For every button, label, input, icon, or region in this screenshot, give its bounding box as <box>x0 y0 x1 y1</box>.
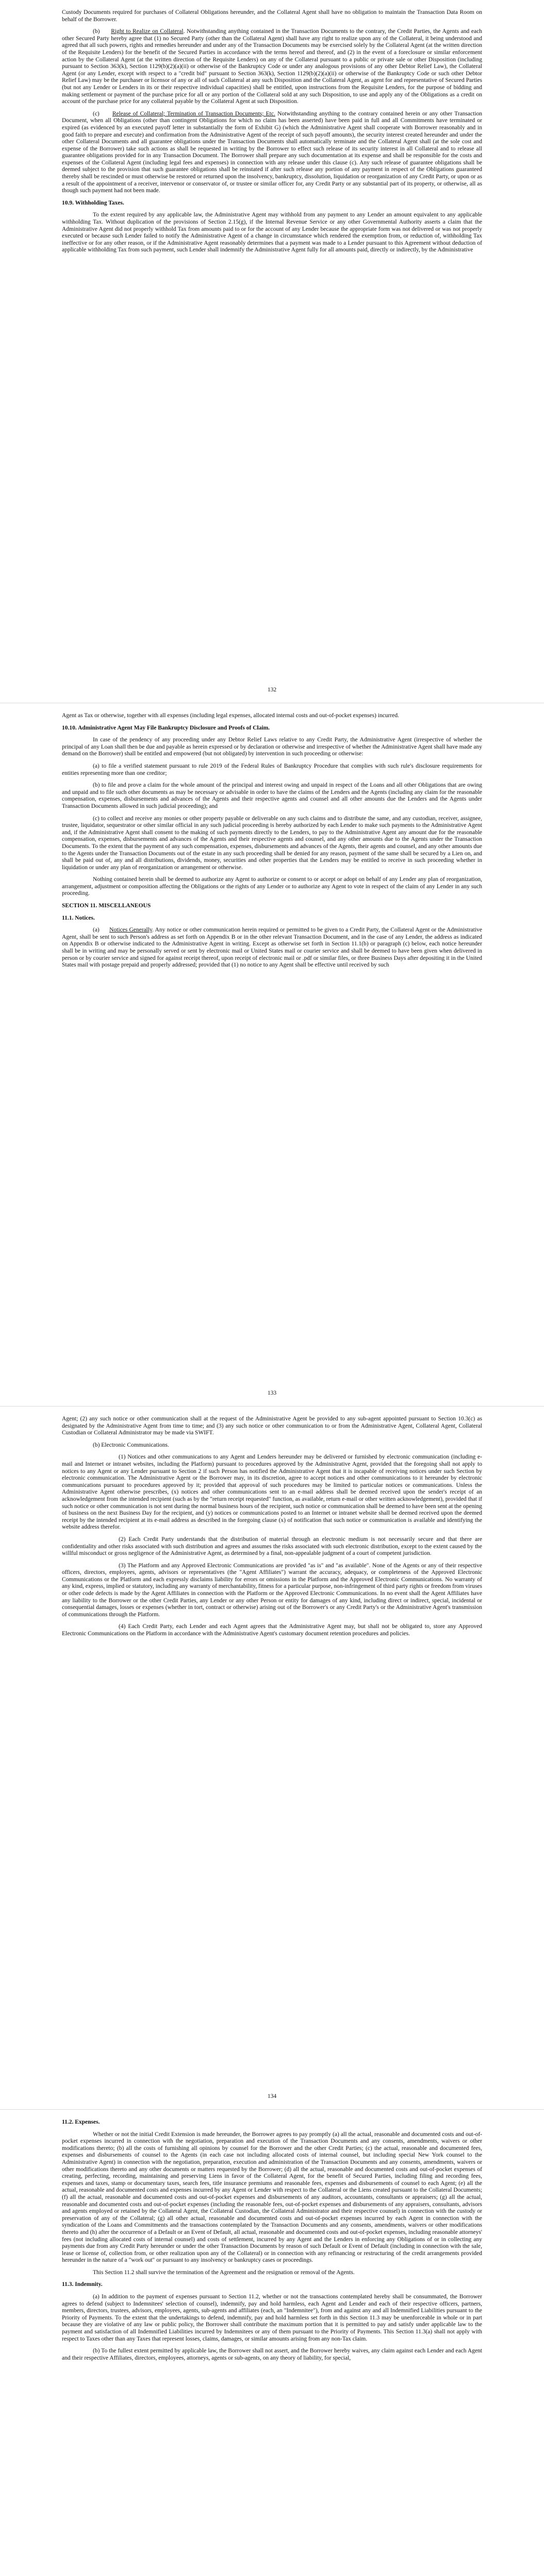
survival-paragraph: This Section 11.2 shall survive the termination of the Agreement and the resignation or removal of the Agents. <box>93 2269 355 2276</box>
page-body <box>62 713 482 974</box>
paragraph-lead: Custody Documents required for purchases of Collateral Obligations hereunder, and the Collateral Agent shall have no obligation to maintain the Transaction Data Room on behalf of the Borrower. <box>62 9 482 23</box>
page-body <box>62 1416 482 1643</box>
page-134 <box>0 1406 544 2110</box>
section-text: Whether or not the initial Credit Extension is made hereunder, the Borrower agrees to pay promptly (a) all the actual, reasonable and documented costs and out-of-pocket expenses incurred in connection with the negotiation, preparation and execution of the Transaction Documents and any consents, amendments, waivers or other modifications thereto; (b) all the costs of furnishing all opinions by counsel for the Borrower and the other Credit Parties; (c) the actual, reasonable and documented fees, expenses and disbursements of counsel to the Agents (in each case not including allocated costs of internal counsel, but including special New York counsel to the Administrative Agent) in connection with the negotiation, preparation, execution and administration of the Transaction Documents and any consents, amendments, waivers or other modifications thereto and any other documents or matters requested by the Borrower; (d) all the actual, reasonable and documented costs and out-of-pocket expenses of creating, perfecting, recording, maintaining and preserving Liens in favor of the Collateral Agent, for the benefit of Secured Parties, including filing and recording fees, expenses and taxes, stamp or documentary taxes, search fees, title insurance premiums and reasonable fees, expenses and disbursements of counsel to each Agent; (e) all the actual, reasonable and documented costs and expenses incurred by any Agent or Lender with respect to the Collateral or the Liens created pursuant to the Collateral Documents; (f) all the actual, reasonable and documented costs and out-of-pocket expenses and disbursements of any auditors, accountants, consultants or appraisers; (g) all the actual, reasonable and documented costs and out-of-pocket expenses (including the reasonable fees, out-of-pocket expenses and disbursements of any appraisers, consultants, advisors and agents employed or retained by the Collateral Agent, the Collateral Custodian, the Collateral Administrator and their respective counsel) in connection with the custody or preservation of any of the Collateral; (g) all other actual, reasonable and documented costs and out-of-pocket expenses incurred by each Agent in connection with the syndication of the Loans and Commitments and the transactions contemplated by the Transaction Documents and any consents, amendments, waivers or other modifications thereto and (h) after the occurrence of a Default or an Event of Default, all actual, reasonable and documented costs and out-of-pocket expenses, including reasonable attorneys' fees (not including allocated costs of internal counsel) and costs of settlement, incurred by any Agent and the Lenders in enforcing any Obligations of or in collecting any payments due from any Credit Party hereunder or under the other Transaction Documents by reason of such Default or Event of Default (including in connection with the sale, lease or license of, collection from, or other realization upon any of the Collateral) or in connection with any refinancing or restructuring of the credit arrangements provided hereunder in the nature of a "work out" or pursuant to any insolvency or bankruptcy cases or proceedings. <box>62 2131 482 2264</box>
page-number: 133 <box>267 1390 277 1396</box>
subsection-heading: 11.1. Notices. <box>62 914 95 921</box>
clause-a: (a) to file a verified statement pursuant to rule 2019 of the Federal Rules of Bankruptcy Procedure that complies with such rule's disclosure requirements for entities representing more than one creditor; <box>62 762 482 776</box>
page-body <box>62 2119 482 2367</box>
section-heading: 10.9. Withholding Taxes. <box>62 199 124 206</box>
paragraph-lead: Agent; (2) any such notice or other communication shall at the request of the Administrative Agent be provided to any sub-agent appointed pursuant to Section 10.3(c) as designated by the Administrative Agent from time to time; and (3) any such notice or other communication to or from the Administrative Agent, Collateral Agent, Collateral Custodian or Collateral Administrator may be made via SWIFT. <box>62 1416 482 1436</box>
clause-b: (b) to file and prove a claim for the whole amount of the principal and interest owing and unpaid in respect of the Loans and all other Obligations that are owing and unpaid and to file such other documents as may be necessary or advisable in order to have the claims of the Lenders and the Agents (including any claim for the reasonable compensation, expenses, disbursements and advances of the Agents and their respective agents and counsel and all other amounts due the Lenders and the Agents under Transaction Documents allowed in such judicial proceeding); and <box>62 782 482 809</box>
notices-generally: (a) Notices Generally. Any notice or other communication herein required or permitted to be given to a Credit Party, the Collateral Agent or the Administrative Agent, shall be sent to such Person's address as set forth on Appendix B or in the other relevant Transaction Document, and in the case of any Lender, the address as indicated on Appendix B or otherwise indicated to the Administrative Agent in writing. Except as otherwise set forth in Section 11.1(b) or paragraph (c) below, each notice hereunder shall be in writing and may be personally served or sent by electronic mail or United States mail or courier service and shall be deemed to have been given when delivered in person or by courier service and signed for against receipt thereof, upon receipt of electronic mail or .pdf or similar files, or three Business Days after depositing it in the United States mail with postage prepaid and properly addressed; provided that (1) no notice to any Agent shall be effective until received by such <box>62 927 482 969</box>
page-133 <box>0 703 544 1406</box>
indemnity-a: (a) In addition to the payment of expenses pursuant to Section 11.2, whether or not the transactions contemplated hereby shall be consummated, the Borrower agrees to defend (subject to Indemnitees' selection of counsel), indemnify, pay and hold harmless, each Agent and Lender and each of their respective officers, partners, members, directors, trustees, advisors, employees, agents, sub-agents and affiliates (each, an "Indemnitee"), from and against any and all Indemnified Liabilities pursuant to the Priority of Payments. To the extent that the undertakings to defend, indemnify, pay and hold harmless set forth in this Section 11.3 may be unenforceable in whole or in part because they are violative of any law or public policy, the Borrower shall contribute the maximum portion that it is permitted to pay and satisfy under applicable law to the payment and satisfaction of all Indemnified Liabilities incurred by Indemnitees or any of them pursuant to the Priority of Payments. This Section 11.3(a) shall not apply with respect to Taxes other than any Taxes that represent losses, claims, damages, or similar amounts arising from any non-Tax claim. <box>62 2294 482 2342</box>
page-number: 132 <box>267 687 277 693</box>
clause-c-text: Notwithstanding anything to the contrary contained herein or any other Transaction Document, when all Obligations (other than contingent Obligations for which no claim has been asserted) have been paid in full and all Commitments have terminated or expired (as evidenced by an executed payoff letter in substantially the form of Exhibit G) (which the Administrative Agent shall cooperate with Borrower reasonably and in good faith to prepare and execute) and confirmation from the Administrative Agent of the receipt of such payoff amounts), the security interest created hereunder and under the other Collateral Documents and all guarantee obligations under the Transaction Documents shall automatically terminate and the Collateral Agent shall (at the sole cost and expense of the Borrower) take such actions as shall be requested in writing by the Borrower to effect such release of its security interest in all Collateral and to release all guarantee obligations provided for in any Transaction Document. The Borrower shall prepare any such documentation at its expense and shall be responsible for the costs and expenses of the Collateral Agent (including legal fees and expenses) in connection with any release under this clause (c). Any such release of guarantee obligations shall be deemed subject to the provision that such guarantee obligations shall be reinstated if after such release any portion of any payment in respect of the Obligations guaranteed thereby shall be rescinded or must otherwise be restored or returned upon the insolvency, bankruptcy, dissolution, liquidation or reorganization of any Credit Party, or upon or as a result of the appointment of a receiver, intervenor or conservator of, or trustee or similar officer for, any Credit Party or any substantial part of its property, or otherwise, all as though such payment had not been made. <box>62 110 483 194</box>
page-number: 134 <box>267 2093 277 2099</box>
clause-b: (b) Right to Realize on Collateral. Notwithstanding anything contained in the Transaction Documents to the contrary, the Credit Parties, the Agents and each other Secured Party hereby agree that (1) no Secured Party (other than the Collateral Agent) shall have any right to realize upon any of the Collateral, it being understood and agreed that all such powers, rights and remedies hereunder and under any of the Transaction Documents may be exercised solely by the Collateral Agent (at the written direction of the Requisite Lenders) for the benefit of the Secured Parties in accordance with the terms hereof and thereof, and (2) in the event of a foreclosure or similar enforcement action by the Collateral Agent (at the written direction of the Requisite Lenders) on any of the Collateral pursuant to a public or private sale or other Disposition (including pursuant to Section 363(k), Section 1129(b)(2)(a)(ii) or otherwise of the Bankruptcy Code or under any analogous provisions of any other Debtor Relief Law), the Collateral Agent (or any Lender, except with respect to a "credit bid" pursuant to Section 363(k), Section 1129(b)(2)(a)(ii) or otherwise of the Bankruptcy Code or such other Debtor Relief Law) may be the purchaser or licensor of any or all of such Collateral at any such Disposition and the Collateral Agent, as agent for and representative of Secured Parties (but not any Lender or Lenders in its or their respective individual capacities) shall be entitled, upon instructions from the Requisite Lenders, for the purpose of bidding and making settlement or payment of the purchase price for all or any portion of the Collateral sold at any such Disposition, to use and apply any of the Obligations as a credit on account of the purchase price for any collateral payable by the Collateral Agent at such Disposition. <box>62 28 482 105</box>
closing-paragraph: Nothing contained herein shall be deemed to authorize any Agent to authorize or consent to or accept or adopt on behalf of any Lender any plan of reorganization, arrangement, adjustment or composition affecting the Obligations or the rights of any Lender or to authorize any Agent to vote in respect of the claim of any Lender in any such proceeding. <box>62 876 482 897</box>
section-heading: 11.2. Expenses. <box>62 2119 100 2125</box>
subsection-heading: (b) Electronic Communications. <box>93 1442 169 1448</box>
section-heading: 10.10. Administrative Agent May File Bankruptcy Disclosure and Proofs of Claim. <box>62 724 270 731</box>
paragraph-lead: Agent as Tax or otherwise, together with all expenses (including legal expenses, allocated internal costs and out-of-pocket expenses) incurred. <box>62 713 399 719</box>
notices-heading: Notices Generally <box>109 927 153 934</box>
clause-1: (1) Notices and other communications to any Agent and Lenders hereunder may be delivered or furnished by electronic communication (including e-mail and Internet or intranet websites, including the Platform) pursuant to procedures approved by the Administrative Agent, provided that the foregoing shall not apply to notices to any Agent or any Lender pursuant to Section 2 if such Person has notified the Administrative Agent that it is incapable of receiving notices under such Section by electronic communication. The Administrative Agent or the Borrower may, in its discretion, agree to accept notices and other communications to it hereunder by electronic communications pursuant to procedures approved by it; provided that approval of such procedures may be limited to particular notices or communications. Unless the Administrative Agent otherwise prescribes, (x) notices and other communications sent to an e-mail address shall be deemed received upon the sender's receipt of an acknowledgement from the intended recipient (such as by the "return receipt requested" function, as available, return e-mail or other written acknowledgement), provided that if such notice or other communication is not sent during the normal business hours of the recipient, such notice or communication shall be deemed to have been sent at the opening of business on the next Business Day for the recipient, and (y) notices or communications posted to an Internet or intranet website shall be deemed received upon the deemed receipt by the intended recipient at its e-mail address as described in the foregoing clause (x) of notification that such notice or communication is available and identifying the website address therefor. <box>62 1454 483 1531</box>
page-132 <box>0 0 544 703</box>
clause-c: (c) to collect and receive any monies or other property payable or deliverable on any such claims and to distribute the same, and any custodian, receiver, assignee, trustee, liquidator, sequestrator or other similar official in any such judicial proceeding is hereby authorized by each Lender to make such payments to the Administrative Agent and, if the Administrative Agent shall consent to the making of such payments directly to the Lenders, to pay to the Administrative Agent any amount due for the reasonable compensation, expenses, disbursements and advances of the Agents and their respective agents and counsel, and any other amounts due to the Agents under the Transaction Documents. To the extent that the payment of any such compensation, expenses, disbursements and advances of the Agents, their agents and counsel, and any other amounts due to the Agents under the Transaction Documents out of the estate in any such proceeding shall be denied for any reason, payment of the same shall be secured by a Lien on, and shall be paid out of, any and all distributions, dividends, money, securities and other properties that the Lenders may be entitled to receive in such proceeding whether in liquidation or under any plan of reorganization or arrangement or otherwise. <box>62 815 482 871</box>
page-135 <box>0 2110 544 2576</box>
clause-2: (2) Each Credit Party understands that the distribution of material through an electronic medium is not necessarily secure and that there are confidentiality and other risks associated with such distribution and agrees and assumes the risks associated with such electronic distribution, except to the extent caused by the willful misconduct or gross negligence of the Administrative Agent, as determined by a final, non-appealable judgment of a court of competent jurisdiction. <box>62 1536 482 1557</box>
clause-b-text: Notwithstanding anything contained in the Transaction Documents to the contrary, the Credit Parties, the Agents and each other Secured Party hereby agree that (1) no Secured Party (other than the Collateral Agent) shall have any right to realize upon any of the Collateral, it being understood and agreed that all such powers, rights and remedies hereunder and under any of the Transaction Documents may be exercised solely by the Collateral Agent (at the written direction of the Requisite Lenders) for the benefit of the Secured Parties in accordance with the terms hereof and thereof, and (2) in the event of a foreclosure or similar enforcement action by the Collateral Agent (at the written direction of the Requisite Lenders) on any of the Collateral pursuant to a public or private sale or other Disposition (including pursuant to Section 363(k), Section 1129(b)(2)(a)(ii) or otherwise of the Bankruptcy Code or under any analogous provisions of any other Debtor Relief Law), the Collateral Agent (or any Lender, except with respect to a "credit bid" pursuant to Section 363(k), Section 1129(b)(2)(a)(ii) or otherwise of the Bankruptcy Code or such other Debtor Relief Law) may be the purchaser or licensor of any or all of such Collateral at any such Disposition and the Collateral Agent, as agent for and representative of Secured Parties (but not any Lender or Lenders in its or their respective individual capacities) shall be entitled, upon instructions from the Requisite Lenders, for the purpose of bidding and making settlement or payment of the purchase price for all or any portion of the Collateral sold at any such Disposition, to use and apply any of the Obligations as a credit on account of the purchase price for any collateral payable by the Collateral Agent at such Disposition. <box>62 28 482 105</box>
notices-text: Any notice or other communication herein required or permitted to be given to a Credit Party, the Collateral Agent or the Administrative Agent, shall be sent to such Person's address as set forth on Appendix B or in the other relevant Transaction Document, and in the case of any Lender, the address as indicated on Appendix B or otherwise indicated to the Administrative Agent in writing. Except as otherwise set forth in Section 11.1(b) or paragraph (c) below, each notice hereunder shall be in writing and may be personally served or sent by electronic mail or United States mail or courier service and shall be deemed to have been given when delivered in person or by courier service and signed for against receipt thereof, upon receipt of electronic mail or .pdf or similar files, or three Business Days after depositing it in the United States mail with postage prepaid and properly addressed; provided that (1) no notice to any Agent shall be effective until received by such <box>62 927 482 969</box>
page-body <box>62 9 482 259</box>
indemnity-heading: 11.3. Indemnity. <box>62 2281 103 2288</box>
clause-b-heading: Right to Realize on Collateral <box>111 28 184 35</box>
clause-c: (c) Release of Collateral; Termination of Transaction Documents; Etc. Notwithstanding anything to the contrary contained herein or any other Transaction Document, when all Obligations (other than contingent Obligations for which no claim has been asserted) have been paid in full and all Commitments have terminated or expired (as evidenced by an executed payoff letter in substantially the form of Exhibit G) (which the Administrative Agent shall cooperate with Borrower reasonably and in good faith to prepare and execute) and confirmation from the Administrative Agent of the receipt of such payoff amounts), the security interest created hereunder and under the other Collateral Documents and all guarantee obligations under the Transaction Documents shall automatically terminate and the Collateral Agent shall (at the sole cost and expense of the Borrower) take such actions as shall be requested in writing by the Borrower to effect such release of its security interest in all Collateral and to release all guarantee obligations provided for in any Transaction Document. The Borrower shall prepare any such documentation at its expense and shall be responsible for the costs and expenses of the Collateral Agent (including legal fees and expenses) in connection with any release under this clause (c). Any such release of guarantee obligations shall be deemed subject to the provision that such guarantee obligations shall be reinstated if after such release any portion of any payment in respect of the Obligations guaranteed thereby shall be rescinded or must otherwise be restored or returned upon the insolvency, bankruptcy, dissolution, liquidation or reorganization of any Credit Party, or upon or as a result of the appointment of a receiver, intervenor or conservator of, or trustee or similar officer for, any Credit Party or any substantial part of its property, or otherwise, all as though such payment had not been made. <box>62 110 483 194</box>
clause-3: (3) The Platform and any Approved Electronic Communications are provided "as is" and "as available". None of the Agents or any of their respective officers, directors, employees, agents, advisors or representatives (the "Agent Affiliates") warrant the accuracy, adequacy, or completeness of the Approved Electronic Communications or the Platform and each expressly disclaims liability for errors or omissions in the Platform and the Approved Electronic Communications. No warranty of any kind, express, implied or statutory, including any warranty of merchantability, fitness for a particular purpose, non-infringement of third party rights or freedom from viruses or other code defects is made by the Agent Affiliates in connection with the Platform or the Approved Electronic Communications. In no event shall the Agent Affiliates have any liability to the Borrower or the other Credit Parties, any Lender or any other Person or entity for damages of any kind, including direct or indirect, special, incidental or consequential damages, losses or expenses (whether in tort, contract or otherwise) arising out of the Borrower's or any Credit Party's or the Administrative Agent's transmission of communications through the Platform. <box>62 1562 482 1618</box>
indemnity-b: (b) To the fullest extent permitted by applicable law, the Borrower shall not assert, and the Borrower hereby waives, any claim against each Lender and each Agent and their respective Affiliates, directors, employees, attorneys, agents or sub-agents, on any theory of liability, for special, <box>62 2348 482 2361</box>
clause-c-heading: Release of Collateral; Termination of Transaction Documents; Etc. <box>112 110 275 117</box>
section-text: To the extent required by any applicable law, the Administrative Agent may withhold from any payment to any Lender an amount equivalent to any applicable withholding Tax. Without duplication of the provisions of Section 2.15(g), if the Internal Revenue Service or any other Governmental Authority asserts a claim that the Administrative Agent did not properly withhold Tax from amounts paid to or for the account of any Lender because the appropriate form was not delivered or was not properly executed or because such Lender failed to notify the Administrative Agent of a change in circumstance which rendered the exemption from, or reduction of, withholding Tax ineffective or for any other reason, or if the Administrative Agent reasonably determines that a payment was made to a Lender pursuant to this Agreement without deduction of applicable withholding Tax from such payment, such Lender shall indemnify the Administrative Agent fully for all amounts paid, directly or indirectly, by the Administrative <box>62 212 482 253</box>
section-intro: In case of the pendency of any proceeding under any Debtor Relief Laws relative to any Credit Party, the Administrative Agent (irrespective of whether the principal of any Loan shall then be due and payable as herein expressed or by declaration or otherwise and irrespective of whether the Administrative Agent shall have made any demand on the Borrower) shall be entitled and empowered (but not obligated) by intervention in such proceeding or otherwise: <box>62 737 482 757</box>
article-heading: SECTION 11. MISCELLANEOUS <box>62 903 151 909</box>
clause-4: (4) Each Credit Party, each Lender and each Agent agrees that the Administrative Agent may, but shall not be obligated to, store any Approved Electronic Communications on the Platform in accordance with the Administrative Agent's customary document retention procedures and policies. <box>62 1623 482 1637</box>
